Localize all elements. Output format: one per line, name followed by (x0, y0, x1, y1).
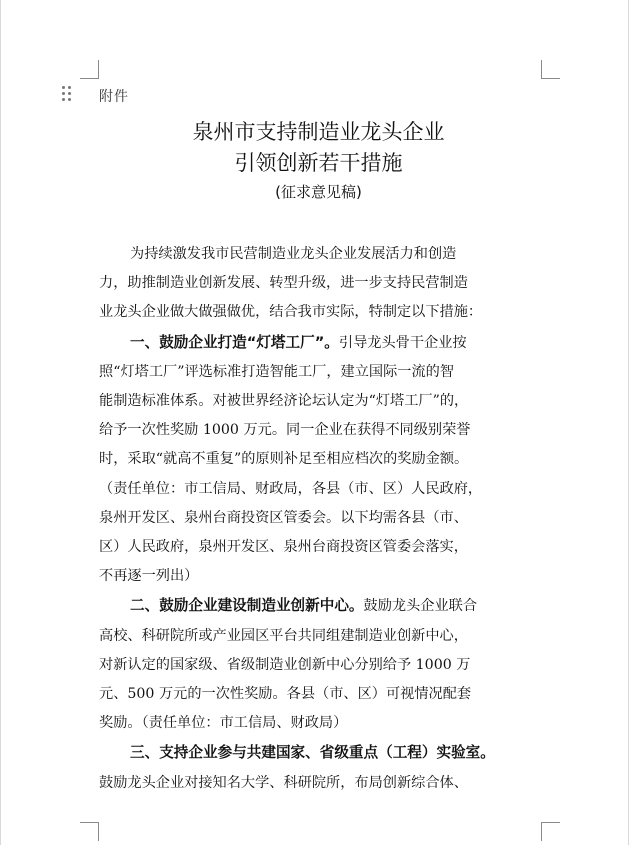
document-title-line-2: 引领创新若干措施 (234, 151, 403, 175)
section-1-line: 时，采取“就高不重复”的原则补足至相应档次的奖励金额。 (99, 451, 469, 468)
section-2-heading: 二、鼓励企业建设制造业创新中心。 (130, 597, 364, 615)
section-2-line: 对新认定的国家级、省级制造业创新中心分别给予 1000 万 (99, 656, 471, 673)
section-3-line: 鼓励龙头企业对接知名大学、科研院所，布局创新综合体、 (99, 774, 468, 791)
attachment-label: 附件 (99, 89, 129, 105)
section-1-line: 泉州开发区、泉州台商投资区管委会。以下均需各县（市、 (99, 509, 468, 526)
crop-mark-bottom-left (80, 822, 99, 841)
crop-mark-top-left (80, 60, 99, 79)
section-1-heading: 一、鼓励企业打造“灯塔工厂”。 (130, 333, 339, 351)
section-1-line: 照“灯塔工厂”评选标准打造智能工厂，建立国际一流的智 (99, 363, 455, 380)
document-body (99, 240, 541, 798)
drag-handle-icon[interactable] (62, 86, 72, 102)
section-2-first-line (99, 591, 541, 621)
intro-line: 业龙头企业做大做强做优，结合我市实际，特制定以下措施： (99, 304, 483, 321)
document-title-line-1: 泉州市支持制造业龙头企业 (192, 120, 445, 144)
section-3-first-line (99, 738, 541, 768)
section-1-line: 不再逐一列出） (99, 568, 199, 585)
crop-mark-top-right (541, 60, 560, 79)
section-3-heading: 三、支持企业参与共建国家、省级重点（工程）实验室。 (130, 744, 495, 762)
section-2-line: 高校、科研院所或产业园区平台共同组建制造业创新中心， (99, 627, 468, 644)
section-2-text: 鼓励龙头企业联合 (363, 598, 478, 615)
intro-line: 为持续激发我市民营制造业龙头企业发展活力和创造 (130, 246, 457, 262)
section-1-first-line (99, 328, 541, 358)
section-1-line: （责任单位：市工信局、财政局，各县（市、区）人民政府， (99, 480, 483, 497)
document-subtitle: (征求意见稿) (275, 183, 362, 201)
section-1-line: 能制造标准体系。对被世界经济论坛认定为“灯塔工厂”的， (99, 393, 469, 410)
section-1-line: 区）人民政府，泉州开发区、泉州台商投资区管委会落实， (99, 539, 468, 556)
section-2-line: 奖励。（责任单位：市工信局、财政局） (99, 715, 348, 732)
intro-line: 力，助推制造业创新发展、转型升级，进一步支持民营制造 (99, 275, 468, 292)
section-2-line: 元、500 万元的一次性奖励。各县（市、区）可视情况配套 (99, 686, 472, 703)
crop-mark-bottom-right (541, 822, 560, 841)
section-1-line: 给予一次性奖励 1000 万元。同一企业在获得不同级别荣誉 (99, 422, 471, 439)
section-1-text: 引导龙头骨干企业按 (338, 334, 467, 351)
